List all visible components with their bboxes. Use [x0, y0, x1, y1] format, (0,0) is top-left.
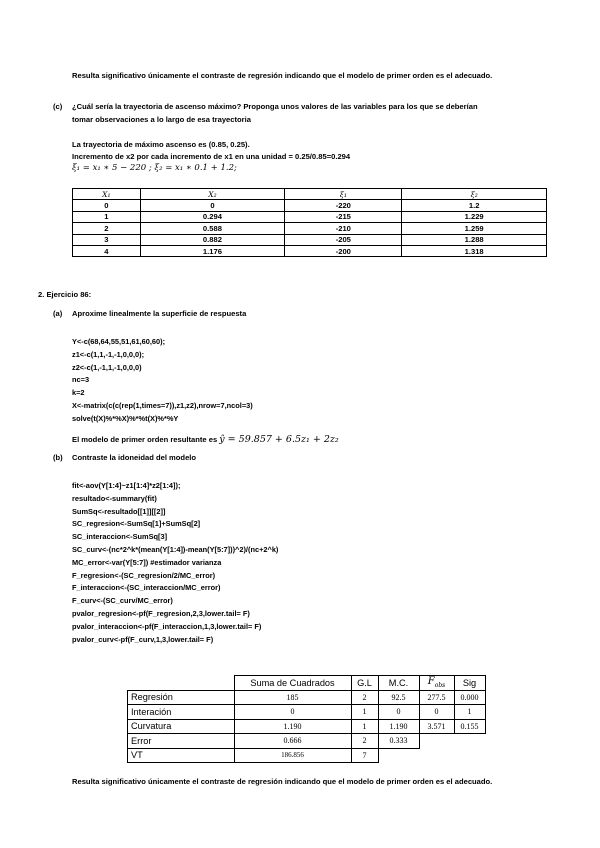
table-cell: 7 [351, 748, 378, 763]
table-row [73, 245, 547, 256]
code-line: X<-matrix(c(c(rep(1,times=7)),z1,z2),nrow=7,ncol=3) [72, 400, 253, 410]
table-cell: 3 [73, 234, 141, 245]
code-line: MC_error<-var(Y[5:7]) #estimador varianza [72, 557, 222, 567]
part-b-label: (b) [53, 453, 63, 462]
table-cell: 0.155 [454, 719, 485, 734]
table-cell: 1.2 [402, 200, 547, 211]
code-line: z1<-c(1,1,-1,-1,0,0,0); [72, 349, 145, 359]
table-cell: 0.000 [454, 690, 485, 705]
anova-header-gl: G.L [351, 676, 378, 691]
fobs-symbol: F [427, 676, 435, 688]
table-cell: 1 [73, 211, 141, 222]
part-a-label: (a) [53, 309, 63, 318]
table-row [128, 690, 486, 705]
model-equation: ŷ = 59.857 + 6.5z₁ + 2z₂ [219, 434, 339, 445]
code-line: F_regresion<-(SC_regresion/2/MC_error) [72, 570, 216, 580]
table-cell: 1.318 [402, 245, 547, 256]
table-row [73, 211, 547, 222]
table-cell-empty [454, 748, 485, 763]
code-line: F_curv<-(SC_curv/MC_error) [72, 596, 173, 606]
part-c-question-line1: ¿Cuál sería la trayectoria de ascenso máximo? Proponga unos valores de las variables para los que se deberían [72, 102, 478, 111]
code-block-a [72, 336, 253, 426]
conclusion-top: Resulta significativo únicamente el contraste de regresión indicando que el modelo de primer orden es el adecuado. [72, 71, 493, 80]
part-c-equation: ξ₁ = x₁ ∗ 5 − 220 ; ξ₂ = x₁ ∗ 0.1 + 1.2; [72, 163, 237, 173]
model-text: El modelo de primer orden resultante es [72, 435, 218, 444]
part-c-answer-line1: La trayectoria de máximo ascenso es (0.85, 0.25). [72, 140, 250, 149]
table-cell: -200 [285, 245, 402, 256]
code-line: F_interaccion<-(SC_interaccion/MC_error) [72, 583, 221, 593]
table-cell: 1 [351, 719, 378, 734]
code-line: pvalor_interaccion<-pf(F_interaccion,1,3,lower.tail= F) [72, 621, 262, 631]
anova-header-ss: Suma de Cuadrados [234, 676, 351, 691]
table-cell: 0.882 [140, 234, 285, 245]
table-cell: -210 [285, 223, 402, 234]
anova-table [127, 675, 486, 763]
code-line: fit<-aov(Y[1:4]~z1[1:4]*z2[1:4]); [72, 481, 181, 490]
part-b-title: Contraste la idoneidad del modelo [72, 453, 197, 462]
anova-row-label: Interación [128, 705, 235, 720]
table-cell: 3.571 [419, 719, 454, 734]
table-cell-empty [378, 748, 419, 763]
code-line: nc=3 [72, 375, 90, 385]
table-cell: -205 [285, 234, 402, 245]
table-cell: 4 [73, 245, 141, 256]
table-cell: 0.666 [234, 734, 351, 749]
table-row [128, 734, 486, 749]
table-cell: 0.333 [378, 734, 419, 749]
table-row [73, 234, 547, 245]
table-cell: 2 [351, 734, 378, 749]
table-cell: 186.856 [234, 748, 351, 763]
part-c-answer-line2: Incremento de x2 por cada incremento de x1 en una unidad = 0.25/0.85=0.294 [72, 152, 351, 161]
table-cell: 1.229 [402, 211, 547, 222]
part-c-question-line2: tomar observaciones a lo largo de esa trayectoria [72, 115, 251, 124]
table-cell: 0 [419, 705, 454, 720]
anova-row-label: Regresión [128, 690, 235, 705]
trajectory-table-header [73, 189, 547, 200]
fobs-subscript: obs [434, 682, 446, 690]
code-line: Y<-c(68,64,55,51,61,60,60); [72, 337, 166, 346]
table-cell: 1.259 [402, 223, 547, 234]
anova-header-mc: M.C. [378, 676, 419, 691]
table-row [73, 200, 547, 211]
table-cell: -220 [285, 200, 402, 211]
conclusion-bottom: Resulta significativo únicamente el contraste de regresión indicando que el modelo de primer orden es el adecuado. [72, 777, 493, 786]
table-row [73, 223, 547, 234]
col-header-x1: X₁ [73, 189, 141, 200]
table-cell: 1.176 [140, 245, 285, 256]
code-line: pvalor_regresion<-pf(F_regresion,2,3,lower.tail= F) [72, 608, 250, 618]
table-cell: 0.588 [140, 223, 285, 234]
table-cell: 1.288 [402, 234, 547, 245]
table-row [128, 719, 486, 734]
code-line: pvalor_curv<-pf(F_curv,1,3,lower.tail= F) [72, 634, 214, 644]
code-line: SumSq<-resultado[[1]][[2]] [72, 506, 166, 516]
table-cell-empty [419, 734, 454, 749]
anova-header-fobs [419, 676, 454, 691]
table-cell: 2 [73, 223, 141, 234]
code-line: SC_curv<-(nc*2^k*(mean(Y[1:4])-mean(Y[5:7]))^2)/(nc+2^k) [72, 544, 279, 554]
exercise-heading: 2. Ejercicio 86: [38, 290, 92, 299]
code-line: z2<-c(1,-1,1,-1,0,0,0) [72, 362, 142, 372]
table-row [128, 748, 486, 763]
anova-header-sig: Sig [454, 676, 485, 691]
model-statement [72, 434, 339, 445]
table-cell: 0 [378, 705, 419, 720]
table-cell: 92.5 [378, 690, 419, 705]
table-cell: -215 [285, 211, 402, 222]
table-cell: 1.190 [234, 719, 351, 734]
table-row [128, 705, 486, 720]
table-cell: 2 [351, 690, 378, 705]
col-header-xi2: ξ₂ [402, 189, 547, 200]
table-cell: 1 [454, 705, 485, 720]
code-line: resultado<-summary(fit) [72, 493, 157, 503]
table-cell: 185 [234, 690, 351, 705]
code-line: solve(t(X)%*%X)%*%t(X)%*%Y [72, 413, 179, 423]
table-cell: 1.190 [378, 719, 419, 734]
table-cell: 277.5 [419, 690, 454, 705]
anova-row-label: Curvatura [128, 719, 235, 734]
part-a-title: Aproxime linealmente la superficie de respuesta [72, 309, 247, 318]
anova-header-row [128, 676, 486, 691]
table-cell-empty [419, 748, 454, 763]
col-header-x2: X₂ [140, 189, 285, 200]
col-header-xi1: ξ₁ [285, 189, 402, 200]
table-cell: 0 [234, 705, 351, 720]
code-line: k=2 [72, 388, 85, 398]
trajectory-table [72, 188, 547, 257]
anova-row-label: VT [128, 748, 235, 763]
anova-row-label: Error [128, 734, 235, 749]
table-cell: 0.294 [140, 211, 285, 222]
table-cell-empty [454, 734, 485, 749]
table-cell: 1 [351, 705, 378, 720]
code-line: SC_interaccion<-SumSq[3] [72, 532, 168, 542]
part-c-label: (c) [53, 102, 63, 111]
table-cell: 0 [140, 200, 285, 211]
table-cell: 0 [73, 200, 141, 211]
code-block-b [72, 480, 278, 646]
code-line: SC_regresion<-SumSq[1]+SumSq[2] [72, 519, 201, 529]
anova-corner [128, 676, 235, 691]
